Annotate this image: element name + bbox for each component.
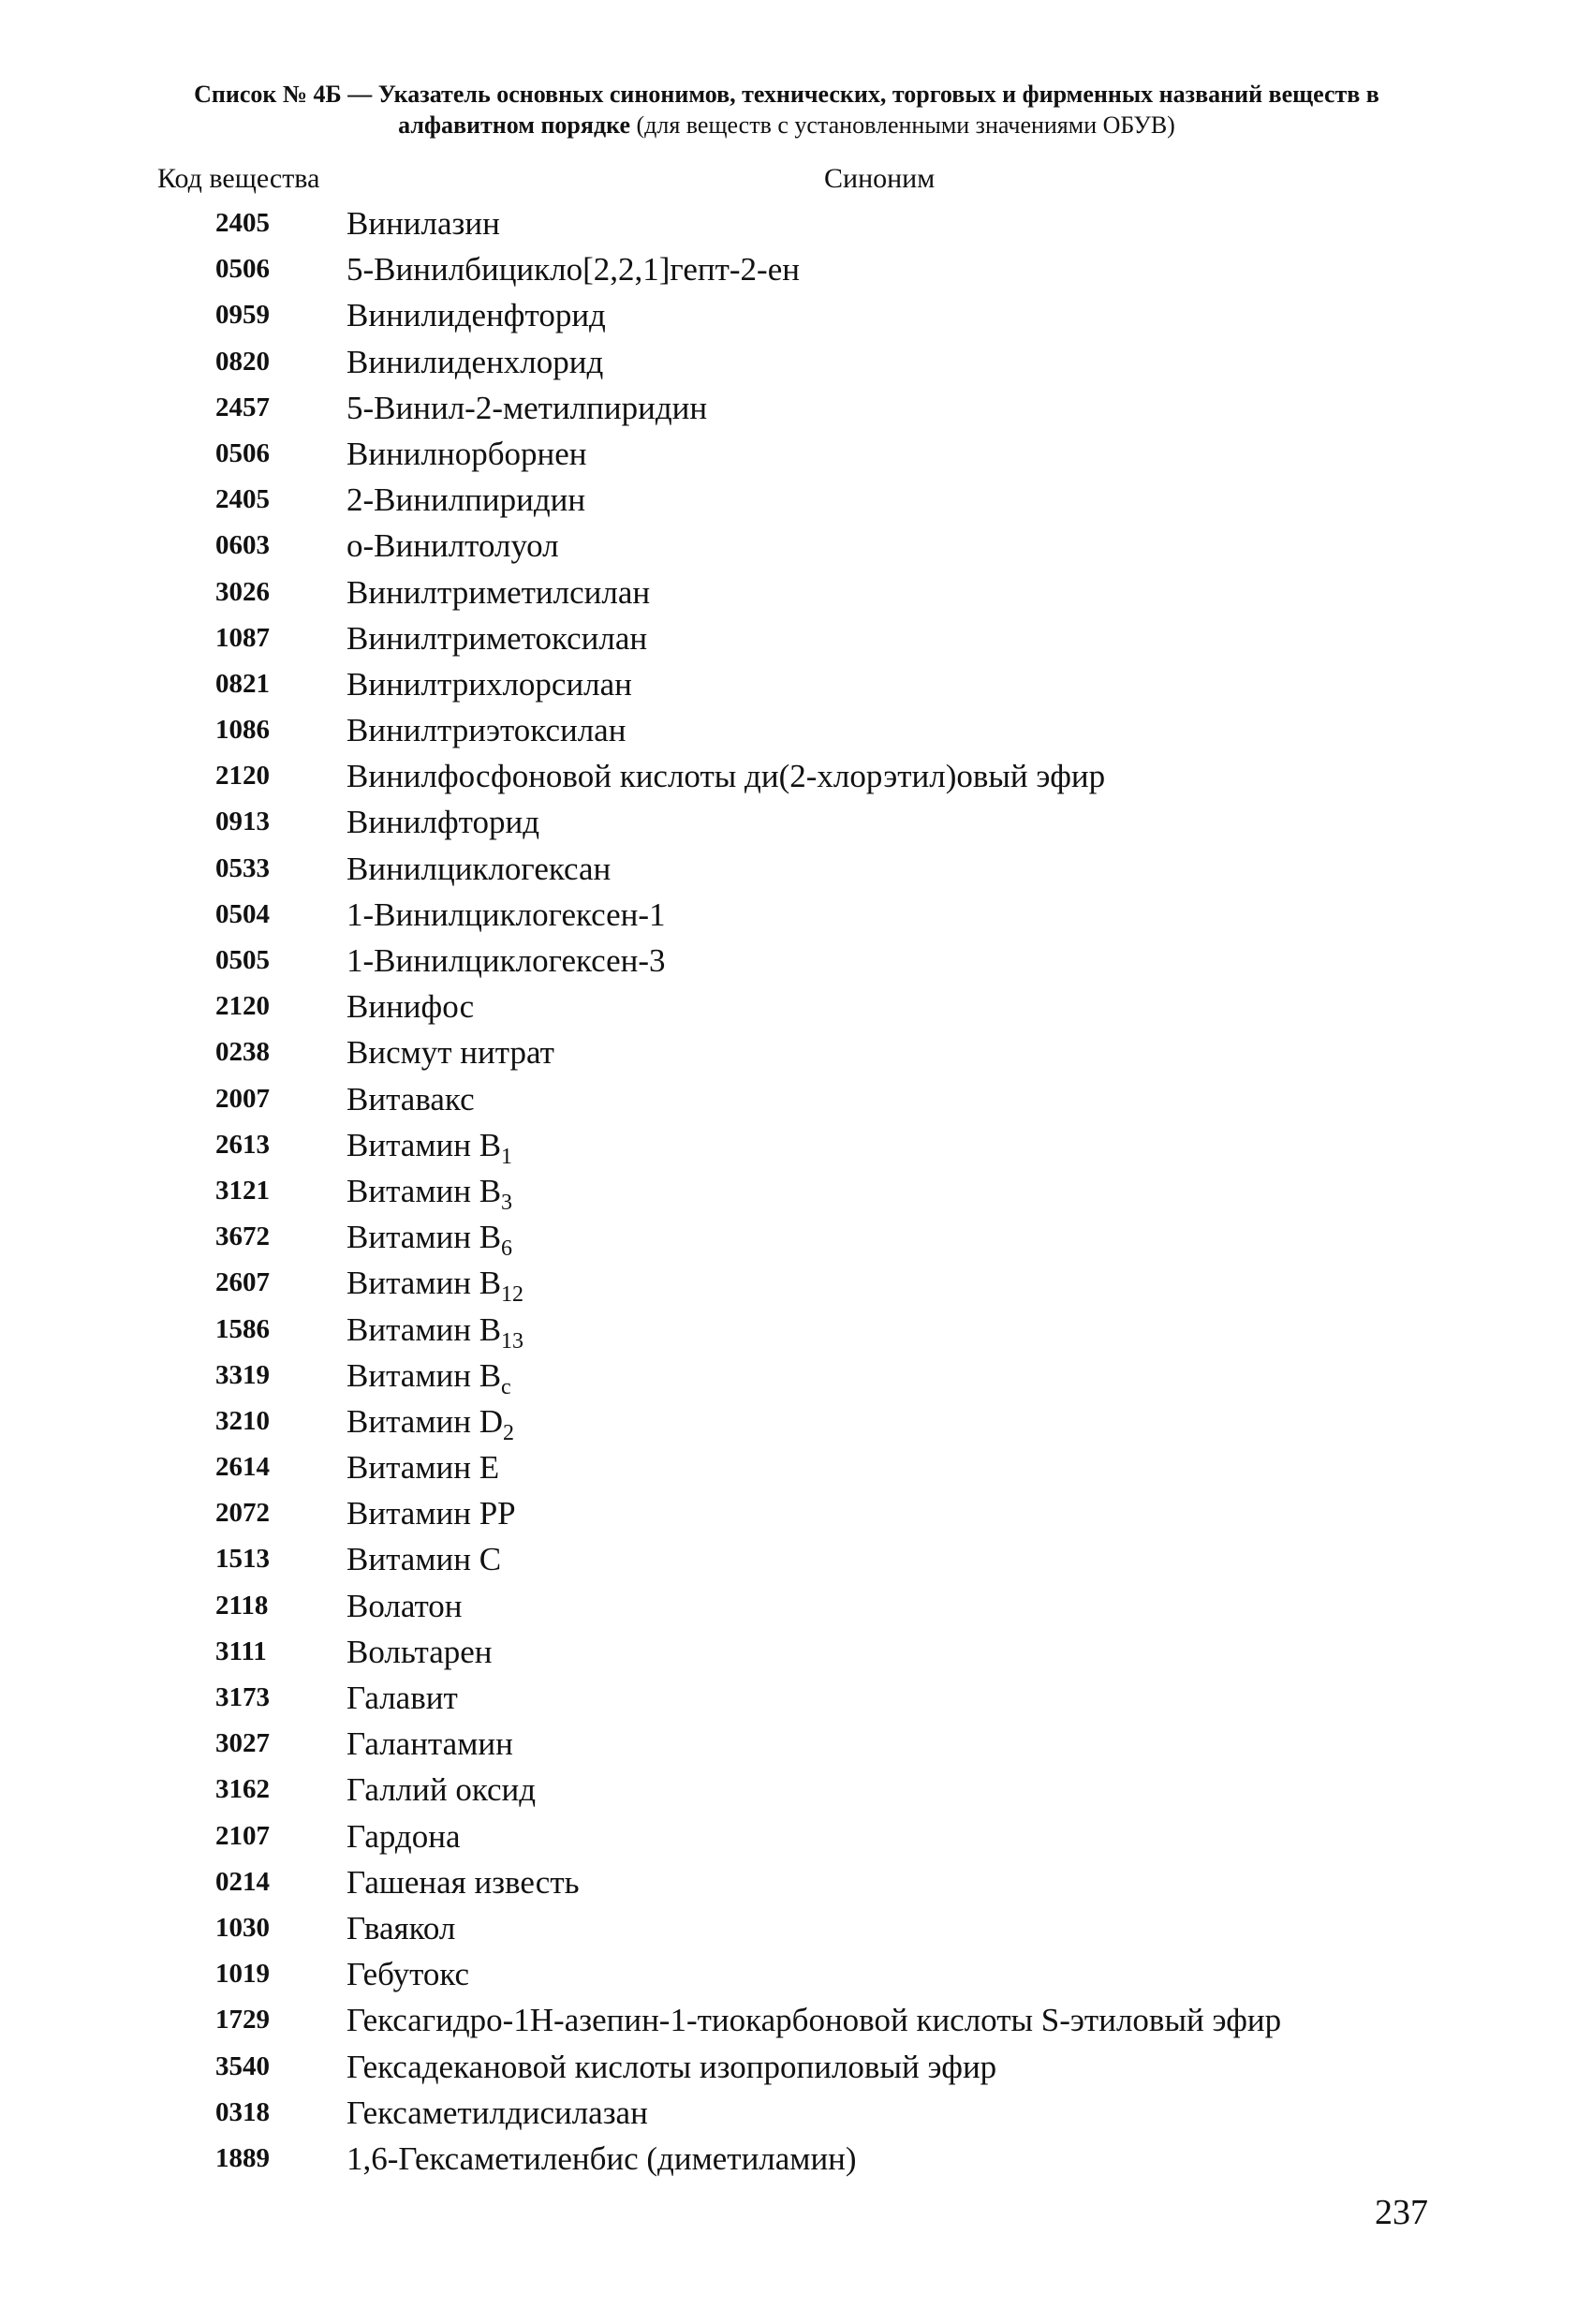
list-row (0, 1629, 1592, 1675)
synonym-text: Галлий оксид (346, 1771, 537, 1809)
synonym-name (346, 1859, 580, 1905)
list-row (0, 1951, 1592, 1997)
synonym-name (346, 1214, 512, 1260)
list-row (0, 984, 1592, 1029)
synonym-subscript: 13 (501, 1328, 524, 1354)
list-row (0, 892, 1592, 938)
substance-code: 2120 (215, 761, 270, 792)
synonym-text: Висмут нитрат (346, 1034, 554, 1072)
list-row (0, 1813, 1592, 1859)
synonym-name (346, 707, 626, 753)
synonym-text: Винилтрихлорсилан (346, 665, 632, 703)
substance-code: 2007 (215, 1083, 270, 1114)
synonym-name (346, 1905, 455, 1951)
synonym-text: Гебутокс (346, 1956, 470, 1993)
synonym-name (346, 1076, 475, 1122)
synonym-text: Винилтриэтоксилан (346, 712, 626, 749)
list-row (0, 1307, 1592, 1353)
synonym-text: Гваякол (346, 1909, 456, 1947)
list-row (0, 799, 1592, 845)
list-row (0, 1444, 1592, 1490)
substance-code: 1086 (215, 715, 270, 746)
list-row (0, 846, 1592, 892)
substance-code: 3026 (215, 576, 270, 607)
synonym-name (346, 1583, 463, 1629)
synonym-name (346, 2136, 857, 2182)
list-row (0, 1260, 1592, 1306)
synonym-text: Винилфосфоновой кислоты ди(2-хлорэтил)овый эфир (346, 758, 1106, 795)
synonym-text: Галантамин (346, 1725, 513, 1763)
synonym-name (346, 1444, 499, 1490)
synonym-text: Витамин B (346, 1310, 502, 1348)
list-row (0, 570, 1592, 615)
synonym-text: 5-Винилбицикло[2,2,1]гепт-2-ен (346, 251, 800, 289)
list-row (0, 1997, 1592, 2043)
list-row (0, 1767, 1592, 1813)
list-row (0, 1168, 1592, 1214)
substance-code: 2613 (215, 1129, 270, 1160)
list-row (0, 246, 1592, 292)
synonym-text: Винилиденхлорид (346, 343, 604, 380)
synonym-name (346, 1767, 536, 1813)
synonym-name (346, 1629, 493, 1675)
list-row (0, 1536, 1592, 1582)
list-row (0, 707, 1592, 753)
synonym-name (346, 799, 539, 845)
synonym-text: 2-Винилпиридин (346, 481, 586, 519)
column-header-code: Код вещества (157, 163, 320, 194)
synonym-text: Гексадекановой кислоты изопропиловый эфир (346, 2048, 997, 2085)
list-title (159, 79, 1414, 141)
list-row (0, 938, 1592, 984)
list-row (0, 2136, 1592, 2182)
synonym-name (346, 570, 650, 615)
synonym-name (346, 661, 632, 707)
synonym-name (346, 753, 1105, 799)
title-parenthetical: (для веществ с установленными значениями ОБУВ) (636, 111, 1175, 139)
synonym-name (346, 385, 707, 431)
substance-code: 3540 (215, 2050, 270, 2081)
substance-code: 0959 (215, 300, 270, 331)
synonym-name (346, 1813, 461, 1859)
list-row (0, 1905, 1592, 1951)
substance-code: 3027 (215, 1728, 270, 1759)
synonym-text: Вольтарен (346, 1633, 493, 1670)
synonym-text: Волатон (346, 1587, 463, 1624)
substance-code: 3173 (215, 1682, 270, 1712)
substance-code: 1586 (215, 1313, 270, 1344)
synonym-name (346, 1721, 513, 1767)
synonym-text: 5-Винил-2-метилпиридин (346, 389, 708, 426)
synonym-text: Витамин B (346, 1356, 502, 1394)
synonym-text: Винилнорборнен (346, 435, 587, 472)
synonym-name (346, 984, 474, 1029)
synonym-name (346, 1307, 523, 1353)
substance-code: 0506 (215, 254, 270, 285)
substance-code: 2107 (215, 1820, 270, 1851)
substance-code: 1513 (215, 1544, 270, 1575)
synonym-subscript: 1 (501, 1144, 513, 1169)
synonym-name (346, 615, 647, 661)
synonym-text: Витамин B (346, 1265, 502, 1302)
list-row (0, 615, 1592, 661)
synonym-text: Витамин B (346, 1172, 502, 1209)
list-row (0, 292, 1592, 338)
list-row (0, 661, 1592, 707)
synonym-name (346, 846, 611, 892)
synonym-name (346, 2090, 648, 2136)
substance-code: 0533 (215, 852, 270, 883)
page-number: 237 (1375, 2193, 1428, 2232)
synonym-name (346, 1536, 501, 1582)
substance-code: 2607 (215, 1267, 270, 1298)
substance-code: 0214 (215, 1866, 270, 1897)
synonym-subscript: 2 (502, 1420, 514, 1445)
synonym-text: Гашеная известь (346, 1863, 580, 1901)
synonym-text: Винилциклогексан (346, 850, 612, 887)
synonym-name (346, 892, 666, 938)
substance-code: 3319 (215, 1359, 270, 1390)
substance-code: 0318 (215, 2096, 270, 2127)
list-row (0, 431, 1592, 477)
list-row (0, 339, 1592, 385)
substance-code: 2118 (215, 1590, 269, 1621)
synonym-text: 1-Винилциклогексен-1 (346, 896, 666, 933)
synonym-text: Витамин E (346, 1449, 500, 1487)
substance-code: 1889 (215, 2142, 270, 2173)
synonym-text: Витамин D (346, 1402, 503, 1440)
substance-code: 2405 (215, 484, 270, 515)
synonym-name (346, 1399, 514, 1444)
synonym-text: Галавит (346, 1680, 458, 1716)
substance-code: 2614 (215, 1452, 270, 1483)
substance-code: 1030 (215, 1912, 270, 1943)
list-row (0, 1675, 1592, 1721)
synonym-text: Винилтриметоксилан (346, 619, 648, 657)
synonym-text: Витамин PP (346, 1495, 516, 1532)
list-row (0, 1122, 1592, 1168)
synonym-text: о-Винилтолуол (346, 527, 559, 565)
synonym-name (346, 292, 606, 338)
substance-code: 0505 (215, 945, 270, 975)
synonym-name (346, 1675, 458, 1721)
substance-code: 0603 (215, 530, 270, 561)
substance-code: 1729 (215, 2005, 270, 2035)
list-row (0, 1583, 1592, 1629)
synonym-text: Винилфторид (346, 804, 540, 841)
list-row (0, 1076, 1592, 1122)
substance-code: 2120 (215, 991, 270, 1022)
synonym-text: Гексагидро-1H-азепин-1-тиокарбоновой кислоты S-этиловый эфир (346, 2002, 1282, 2039)
synonym-name (346, 431, 587, 477)
synonym-text: Гексаметилдисилазан (346, 2094, 648, 2131)
synonym-name (346, 938, 666, 984)
list-row (0, 753, 1592, 799)
synonym-text: Винифос (346, 988, 475, 1026)
synonym-name (346, 1168, 512, 1214)
list-row (0, 200, 1592, 246)
synonym-text: Винилазин (346, 205, 500, 242)
synonym-list (0, 200, 1592, 2182)
substance-code: 2072 (215, 1498, 270, 1529)
synonym-subscript: 3 (501, 1190, 513, 1215)
substance-code: 0238 (215, 1037, 270, 1068)
synonym-text: 1,6-Гексаметиленбис (диметиламин) (346, 2139, 857, 2177)
substance-code: 2405 (215, 208, 270, 238)
list-row (0, 477, 1592, 523)
substance-code: 1087 (215, 622, 270, 653)
synonym-name (346, 1353, 511, 1399)
synonym-subscript: 6 (501, 1236, 513, 1262)
list-row (0, 1721, 1592, 1767)
list-row (0, 385, 1592, 431)
synonym-text: Витавакс (346, 1080, 475, 1118)
substance-code: 3162 (215, 1774, 270, 1805)
substance-code: 3672 (215, 1221, 270, 1252)
list-row (0, 1859, 1592, 1905)
synonym-name (346, 200, 500, 246)
substance-code: 0820 (215, 346, 270, 377)
list-row (0, 1353, 1592, 1399)
synonym-name (346, 1490, 516, 1536)
synonym-text: Витамин B (346, 1219, 502, 1256)
synonym-name (346, 523, 559, 569)
substance-code: 0506 (215, 437, 270, 468)
synonym-name (346, 1260, 523, 1306)
list-row (0, 1399, 1592, 1444)
synonym-name (346, 477, 585, 523)
synonym-text: Винилтриметилсилан (346, 573, 651, 611)
synonym-subscript: 12 (501, 1282, 524, 1308)
list-row (0, 1490, 1592, 1536)
synonym-subscript: c (501, 1374, 511, 1399)
substance-code: 3210 (215, 1405, 270, 1436)
synonym-name (346, 1997, 1281, 2043)
substance-code: 2457 (215, 392, 270, 422)
synonym-text: Винилиденфторид (346, 297, 606, 334)
substance-code: 1019 (215, 1959, 270, 1990)
synonym-name (346, 246, 800, 292)
title-bold: Список № 4Б — Указатель основных синонимов, технических, торговых и фирменных названий веществ в алфавитном порядке (194, 81, 1379, 139)
synonym-name (346, 2044, 996, 2090)
synonym-text: Витамин B (346, 1126, 502, 1163)
synonym-text: Витамин C (346, 1541, 502, 1578)
synonym-text: Гардона (346, 1817, 461, 1855)
list-row (0, 2090, 1592, 2136)
substance-code: 0504 (215, 898, 270, 929)
list-row (0, 1214, 1592, 1260)
synonym-text: 1-Винилциклогексен-3 (346, 942, 666, 979)
synonym-name (346, 339, 603, 385)
column-header-synonym: Синоним (824, 163, 936, 194)
list-row (0, 523, 1592, 569)
synonym-name (346, 1029, 554, 1075)
synonym-name (346, 1951, 469, 1997)
substance-code: 3111 (215, 1636, 267, 1666)
list-row (0, 1029, 1592, 1075)
synonym-name (346, 1122, 512, 1168)
substance-code: 3121 (215, 1175, 270, 1206)
list-row (0, 2044, 1592, 2090)
substance-code: 0821 (215, 668, 270, 699)
substance-code: 0913 (215, 807, 270, 837)
